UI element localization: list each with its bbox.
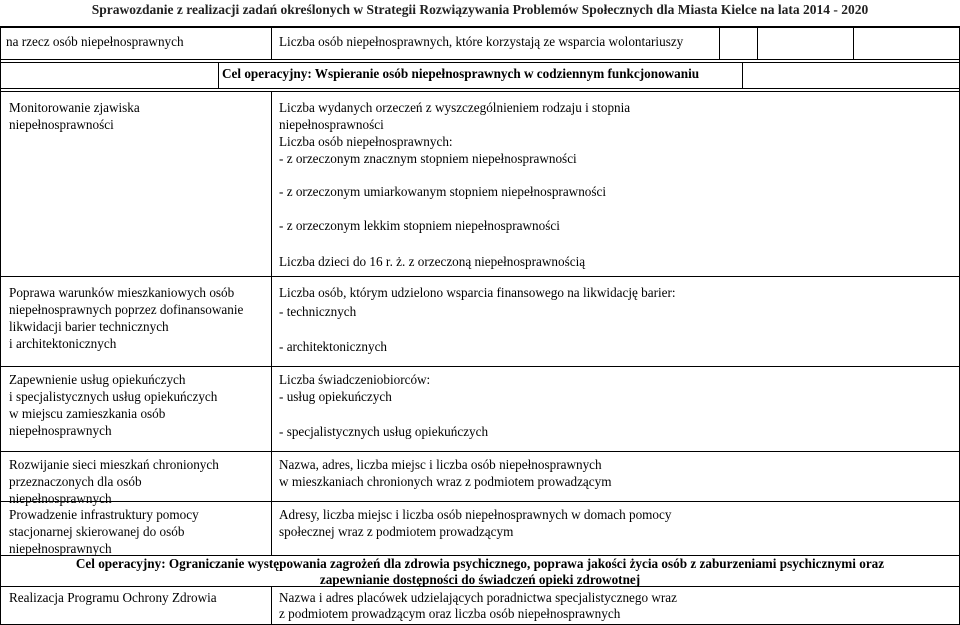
row5-left-line: niepełnosprawnych — [9, 541, 112, 556]
row5-right-line: społecznej wraz z podmiotem prowadzącym — [279, 524, 514, 539]
row3-left-line: i specjalistycznych usług opiekuńczych — [9, 389, 218, 404]
column-divider — [271, 91, 272, 555]
row2-left-line: likwidacji barier technicznych — [9, 319, 169, 334]
column-divider — [271, 26, 272, 59]
operational-goal-2-line: zapewnianie dostępności do świadczeń opieki zdrowotnej — [319, 572, 641, 587]
table-border-top — [0, 26, 960, 28]
row2-left-line: i architektonicznych — [9, 336, 117, 351]
column-divider — [742, 62, 743, 88]
row1-right-line: Liczba wydanych orzeczeń z wyszczególnieniem rodzaju i stopnia — [279, 100, 631, 115]
row-divider — [0, 88, 960, 89]
report-header: Sprawozdanie z realizacji zadań określonych w Strategii Rozwiązywania Problemów Społecznych dla Miasta Kielce na lata 2014 - 2020 — [91, 2, 869, 17]
row2-right-line: Liczba osób, którym udzielono wsparcia finansowego na likwidację barier: — [279, 285, 676, 300]
row-divider — [0, 276, 960, 277]
row5-left-line: stacjonarnej skierowanej do osób — [9, 524, 185, 539]
row2-left-line: Poprawa warunków mieszkaniowych osób — [9, 285, 235, 300]
row4-left-line: Rozwijanie sieci mieszkań chronionych — [9, 457, 219, 472]
last-row-right-line: z podmiotem prowadzącym oraz liczba osób niepełnosprawnych — [279, 606, 621, 621]
row1-right-line: - z orzeczonym lekkim stopniem niepełnosprawności — [279, 218, 560, 233]
operational-goal-1: Cel operacyjny: Wspieranie osób niepełnosprawnych w codziennym funkcjonowaniu — [222, 66, 700, 81]
row-divider — [0, 451, 960, 452]
operational-goal-2-line: Cel operacyjny: Ograniczanie występowania zagrożeń dla zdrowia psychicznego, poprawa jakości życia osób z zaburzeniami psychicznymi oraz — [75, 556, 885, 571]
row-divider — [0, 501, 960, 502]
row3-right-line: Liczba świadczeniobiorców: — [279, 372, 431, 387]
row3-left-line: w miejscu zamieszkania osób — [9, 406, 166, 421]
row-top-left-cell: na rzecz osób niepełnosprawnych — [6, 34, 184, 49]
row1-right-line: Liczba dzieci do 16 r. ż. z orzeczoną niepełnosprawnością — [279, 254, 586, 269]
column-divider — [719, 26, 720, 59]
column-divider — [757, 26, 758, 59]
column-divider — [271, 586, 272, 625]
row4-right-line: w mieszkaniach chronionych wraz z podmiotem prowadzącym — [279, 474, 612, 489]
row-divider — [0, 91, 960, 92]
row2-right-line: - technicznych — [279, 304, 357, 319]
row1-right-line: - z orzeczonym znacznym stopniem niepełnosprawności — [279, 151, 577, 166]
row2-left-line: niepełnosprawnych poprzez dofinansowanie — [9, 302, 244, 317]
row1-right-line: - z orzeczonym umiarkowanym stopniem niepełnosprawności — [279, 184, 607, 199]
row3-left-line: Zapewnienie usług opiekuńczych — [9, 372, 186, 387]
row5-right-line: Adresy, liczba miejsc i liczba osób niepełnosprawnych w domach pomocy — [279, 507, 672, 522]
row-divider — [0, 59, 960, 60]
row3-right-line: - specjalistycznych usług opiekuńczych — [279, 424, 489, 439]
row1-right-line: Liczba osób niepełnosprawnych: — [279, 134, 453, 149]
row1-left-line: niepełnosprawności — [9, 117, 114, 132]
row4-left-line: niepełnosprawnych — [9, 491, 112, 506]
row1-right-line: niepełnosprawności — [279, 117, 384, 132]
row4-left-line: przeznaczonych dla osób — [9, 474, 142, 489]
row-divider — [0, 62, 960, 63]
last-row-left-cell: Realizacja Programu Ochrony Zdrowia — [9, 590, 217, 605]
row2-right-line: - architektonicznych — [279, 339, 388, 354]
table-border-left — [0, 26, 1, 625]
row4-right-line: Nazwa, adres, liczba miejsc i liczba osób niepełnosprawnych — [279, 457, 602, 472]
row1-left-line: Monitorowanie zjawiska — [9, 100, 140, 115]
column-divider — [218, 62, 219, 88]
column-divider — [853, 26, 854, 59]
row3-left-line: niepełnosprawnych — [9, 423, 112, 438]
row-top-right-cell: Liczba osób niepełnosprawnych, które korzystają ze wsparcia wolontariuszy — [279, 34, 684, 49]
row5-left-line: Prowadzenie infrastruktury pomocy — [9, 507, 199, 522]
row3-right-line: - usług opiekuńczych — [279, 389, 392, 404]
row-divider — [0, 366, 960, 367]
last-row-right-line: Nazwa i adres placówek udzielających poradnictwa specjalistycznego wraz — [279, 590, 677, 605]
